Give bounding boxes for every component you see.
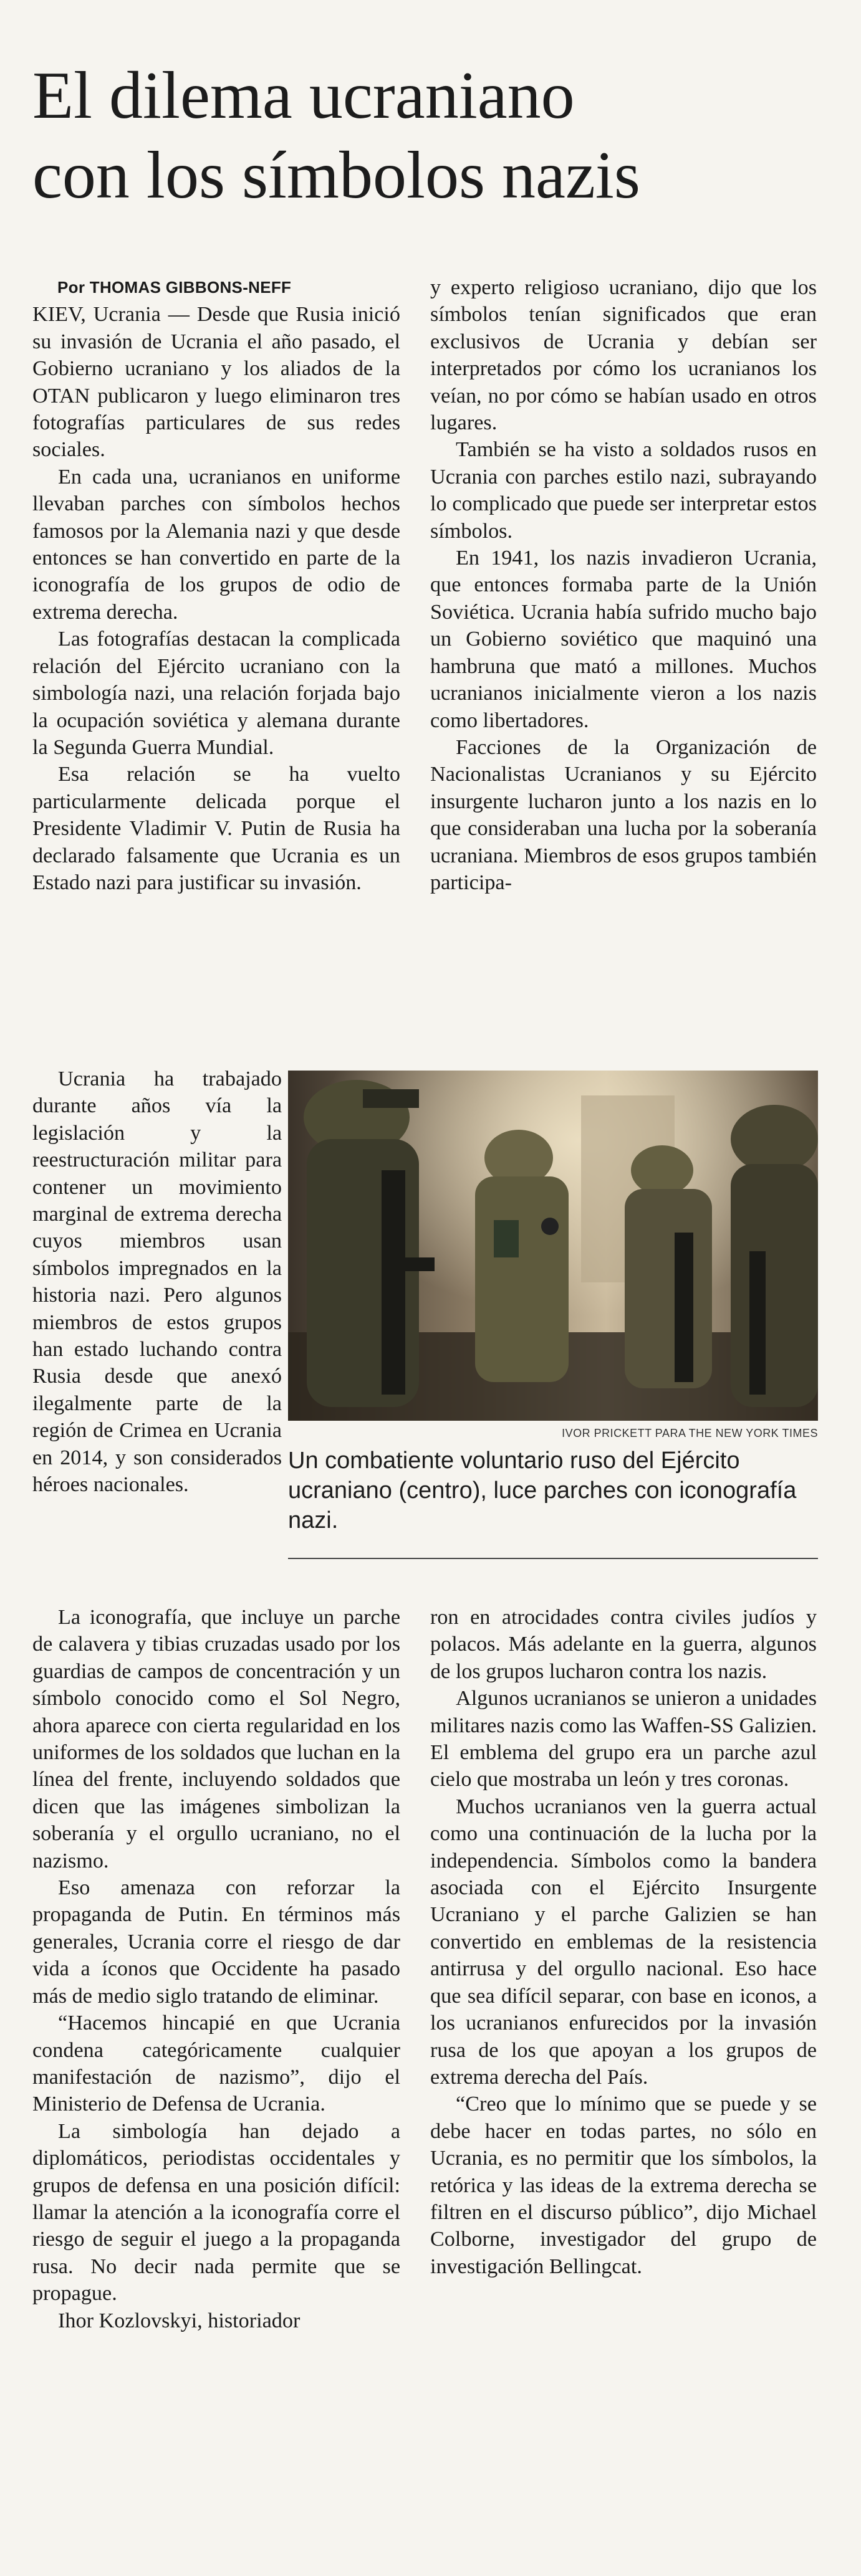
column-2-bottom — [430, 1604, 817, 2280]
paragraph: Las fotografías destacan la complicada relación del Ejército ucraniano con la simbología nazi, una relación forjada bajo la ocupación soviética y alemana durante la Segunda Guerra Mundial. — [32, 627, 400, 759]
paragraph: y experto religioso ucraniano, dijo que los símbolos tenían significados que eran exclusivos de Ucrania y debían ser interpretados por cómo los ucranianos los veían, no por cómo se habían usado en otros lugares. — [430, 276, 817, 435]
paragraph: Eso amenaza con reforzar la propaganda de Putin. En términos más generales, Ucrania corre el riesgo de dar vida a íconos que Occidente ha pasado más de medio siglo tratando de eliminar. — [32, 1876, 400, 2008]
photo-credit: IVOR PRICKETT PARA THE NEW YORK TIMES — [562, 1427, 818, 1439]
column-1-bottom — [32, 1604, 400, 2334]
paragraph: En cada una, ucranianos en uniforme llevaban parches con símbolos hechos famosos por la Alemania nazi y que desde entonces se han convertido en parte de la iconografía de los grupos de odio de extrema derecha. — [32, 465, 400, 624]
photo-caption: Un combatiente voluntario ruso del Ejército ucraniano (centro), luce parches con iconografía nazi. — [288, 1448, 797, 1534]
paragraph: Ihor Kozlovskyi, historiador — [58, 2309, 301, 2332]
paragraph: En 1941, los nazis invadieron Ucrania, que entonces formaba parte de la Unión Soviética. Ucrania había sufrido mucho bajo un Gobierno soviético que maquinó una hambruna que mató a millones. Muchos ucranianos inicialmente vieron a los nazis como libertadores. — [430, 546, 817, 732]
paragraph: “Creo que lo mínimo que se puede y se debe hacer en todas partes, no sólo en Ucrania, es no permitir que los símbolos, la retórica y las ideas de la extrema derecha se filtren en el discurso público”, dijo Michael Colborne, investigador del grupo de investigación Bellingcat. — [430, 2092, 817, 2278]
paragraph: KIEV, Ucrania — Desde que Rusia inició su invasión de Ucrania el año pasado, el Gobierno ucraniano y los aliados de la OTAN publicaron y luego eliminaron tres fotografías particulares de sus redes sociales. — [32, 303, 400, 462]
paragraph: Muchos ucranianos ven la guerra actual como una continuación de la lucha por la independencia. Símbolos como la bandera asociada con el Ejército Insurgente Ucraniano y el parche Galizien se han convertido en emblemas de la resistencia antirrusa y del orgullo nacional. Eso hace que sea difícil separar, con base en iconos, a los ucranianos enfurecidos por la invasión rusa de los que apoyan a los grupos de extrema derecha del País. — [430, 1795, 817, 2089]
soldiers-photo-illustration — [288, 1071, 818, 1421]
paragraph: Algunos ucranianos se unieron a unidades militares nazis como las Waffen-SS Galizien. El emblema del grupo era un parche azul cielo que mostraba un león y tres coronas. — [430, 1687, 817, 1791]
column-1-middle — [32, 1066, 282, 1499]
paragraph: La simbología han dejado a diplomáticos, periodistas occidentales y grupos de defensa en una posición difícil: llamar la atención a la iconografía corre el riesgo de seguir el juego a la propaganda rusa. No decir nada permite que se propague. — [32, 2119, 400, 2306]
paragraph: La iconografía, que incluye un parche de calavera y tibias cruzadas usado por los guardias de campos de concentración y un símbolo conocido como el Sol Negro, ahora aparece con cierta regularidad en los uniformes de los soldados que luchan en la línea del frente, incluyendo soldados que dicen que las imágenes simbolizan la soberanía y el orgullo ucraniano, no el nazismo. — [32, 1606, 400, 1872]
headline-line-2: con los símbolos nazis — [32, 138, 640, 212]
headline-line-1: El dilema ucraniano — [32, 59, 575, 133]
paragraph: También se ha visto a soldados rusos en Ucrania con parches estilo nazi, subrayando lo complicado que puede ser interpretar estos símbolos. — [430, 438, 817, 543]
paragraph: Ucrania ha trabajado durante años vía la legislación y la reestructuración militar para contener un movimiento marginal de extrema derecha cuyos miembros usan símbolos impregnados en la historia nazi. Pero algunos miembros de estos grupos han estado luchando contra Rusia desde que anexó ilegalmente parte de la región de Crimea en Ucrania en 2014, y son considerados héroes nacionales. — [32, 1067, 282, 1497]
paragraph: ron en atrocidades contra civiles judíos y polacos. Más adelante en la guerra, algunos de los grupos lucharon contra los nazis. — [430, 1606, 817, 1683]
news-photo — [288, 1071, 818, 1421]
paragraph: Esa relación se ha vuelto particularmente delicada porque el Presidente Vladimir V. Putin de Rusia ha declarado falsamente que Ucrania es un Estado nazi para justificar su invasión. — [32, 763, 400, 894]
paragraph: Facciones de la Organización de Nacionalistas Ucranianos y su Ejército insurgente lucharon junto a los nazis en lo que consideraban una lucha por la soberanía ucraniana. Miembros de esos grupos también participa- — [430, 735, 817, 894]
column-2-top — [430, 274, 817, 896]
headline — [32, 56, 837, 216]
column-1-top — [32, 274, 400, 896]
caption-divider — [288, 1558, 818, 1559]
byline: Por THOMAS GIBBONS-NEFF — [57, 278, 292, 297]
paragraph: “Hacemos hincapié en que Ucrania condena categóricamente cualquier manifestación de nazismo”, dijo el Ministerio de Defensa de Ucrania. — [32, 2011, 400, 2116]
